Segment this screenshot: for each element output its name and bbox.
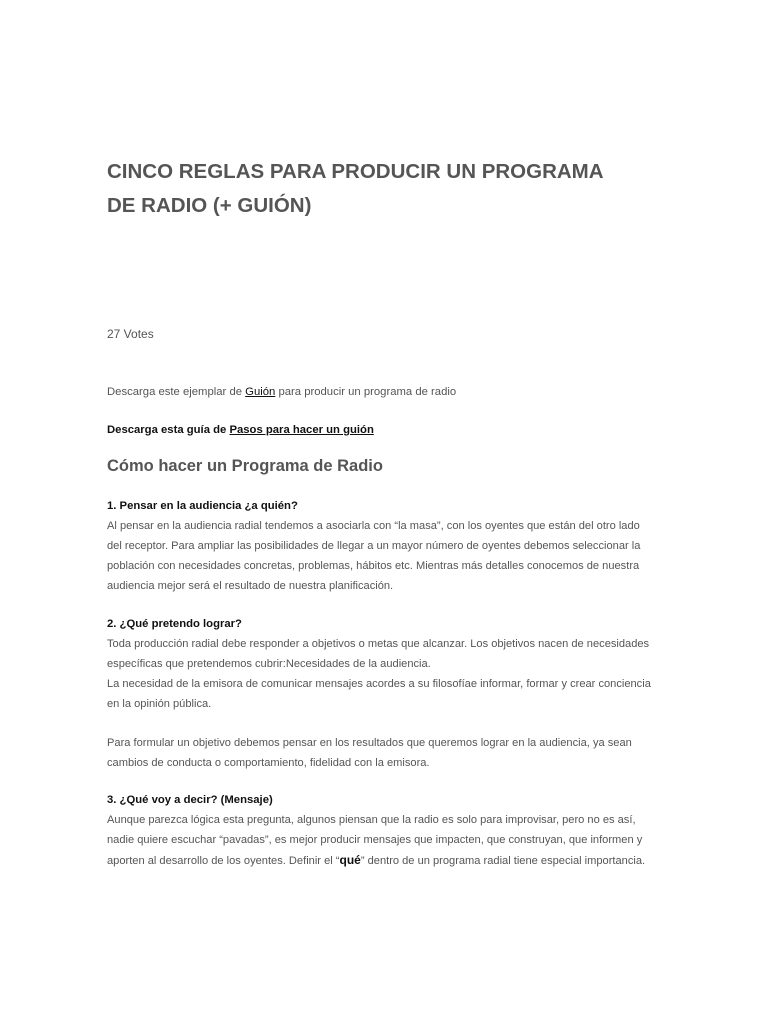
section-3-last-prefix: aporten al desarrollo de los oyentes. Definir el “ bbox=[107, 855, 340, 867]
que-emphasis: qué bbox=[339, 853, 361, 867]
section-2-paragraph bbox=[107, 634, 667, 714]
section-1-line: del receptor. Para ampliar las posibilidades de llegar a un mayor número de oyentes debemos seleccionar la bbox=[107, 540, 641, 552]
download-pasos-prefix: Descarga esta guía de bbox=[107, 424, 230, 436]
download-line-guion bbox=[107, 384, 456, 400]
section-2-line: Toda producción radial debe responder a objetivos o metas que alcanzar. Los objetivos nacen de necesidades bbox=[107, 638, 650, 650]
download-line-pasos bbox=[107, 422, 374, 438]
section-1-line: población con necesidades concretas, problemas, hábitos etc. Mientras más detalles conocemos de nuestra bbox=[107, 560, 640, 572]
section-2b-line: cambios de conducta o comportamiento, fidelidad con la emisora. bbox=[107, 757, 430, 769]
section-2b-line: Para formular un objetivo debemos pensar en los resultados que queremos lograr en la audiencia, ya sean bbox=[107, 737, 632, 749]
section-3-paragraph bbox=[107, 810, 667, 871]
section-3-line: nadie quiere escuchar “pavadas”, es mejor producir mensajes que impacten, que construyan, que informen y bbox=[107, 834, 643, 846]
pasos-guion-link[interactable]: Pasos para hacer un guión bbox=[229, 424, 374, 436]
section-3-heading: 3. ¿Qué voy a decir? (Mensaje) bbox=[107, 794, 273, 806]
section-1-paragraph bbox=[107, 516, 667, 596]
section-2-line: en la opinión pública. bbox=[107, 698, 212, 710]
section-2-line: específicas que pretendemos cubrir:Necesidades de la audiencia. bbox=[107, 658, 431, 670]
guion-link[interactable]: Guión bbox=[245, 386, 276, 398]
download-guion-suffix: para producir un programa de radio bbox=[275, 386, 457, 398]
article-title-line-1: CINCO REGLAS PARA PRODUCIR UN PROGRAMA bbox=[107, 160, 604, 183]
article-title bbox=[107, 155, 667, 223]
article-title-line-2: DE RADIO (+ GUIÓN) bbox=[107, 194, 312, 217]
section-3-last-suffix: ” dentro de un programa radial tiene especial importancia. bbox=[360, 855, 646, 867]
section-1-line: Al pensar en la audiencia radial tendemos a asociarla con “la masa”, con los oyentes que están del otro lado bbox=[107, 520, 640, 532]
section-3-line: Aunque parezca lógica esta pregunta, algunos piensan que la radio es solo para improvisar, pero no es así, bbox=[107, 814, 636, 826]
votes-count: 27 Votes bbox=[107, 327, 154, 341]
section-title: Cómo hacer un Programa de Radio bbox=[107, 457, 383, 475]
section-2-line: La necesidad de la emisora de comunicar mensajes acordes a su filosofíae informar, formar y crear conciencia bbox=[107, 678, 651, 690]
section-1-line: audiencia mejor será el resultado de nuestra planificación. bbox=[107, 580, 394, 592]
section-1-heading: 1. Pensar en la audiencia ¿a quién? bbox=[107, 500, 298, 512]
section-2-paragraph-b bbox=[107, 733, 667, 773]
section-2-heading: 2. ¿Qué pretendo lograr? bbox=[107, 618, 242, 630]
section-3-last-line bbox=[107, 850, 667, 871]
download-guion-prefix: Descarga este ejemplar de bbox=[107, 386, 246, 398]
